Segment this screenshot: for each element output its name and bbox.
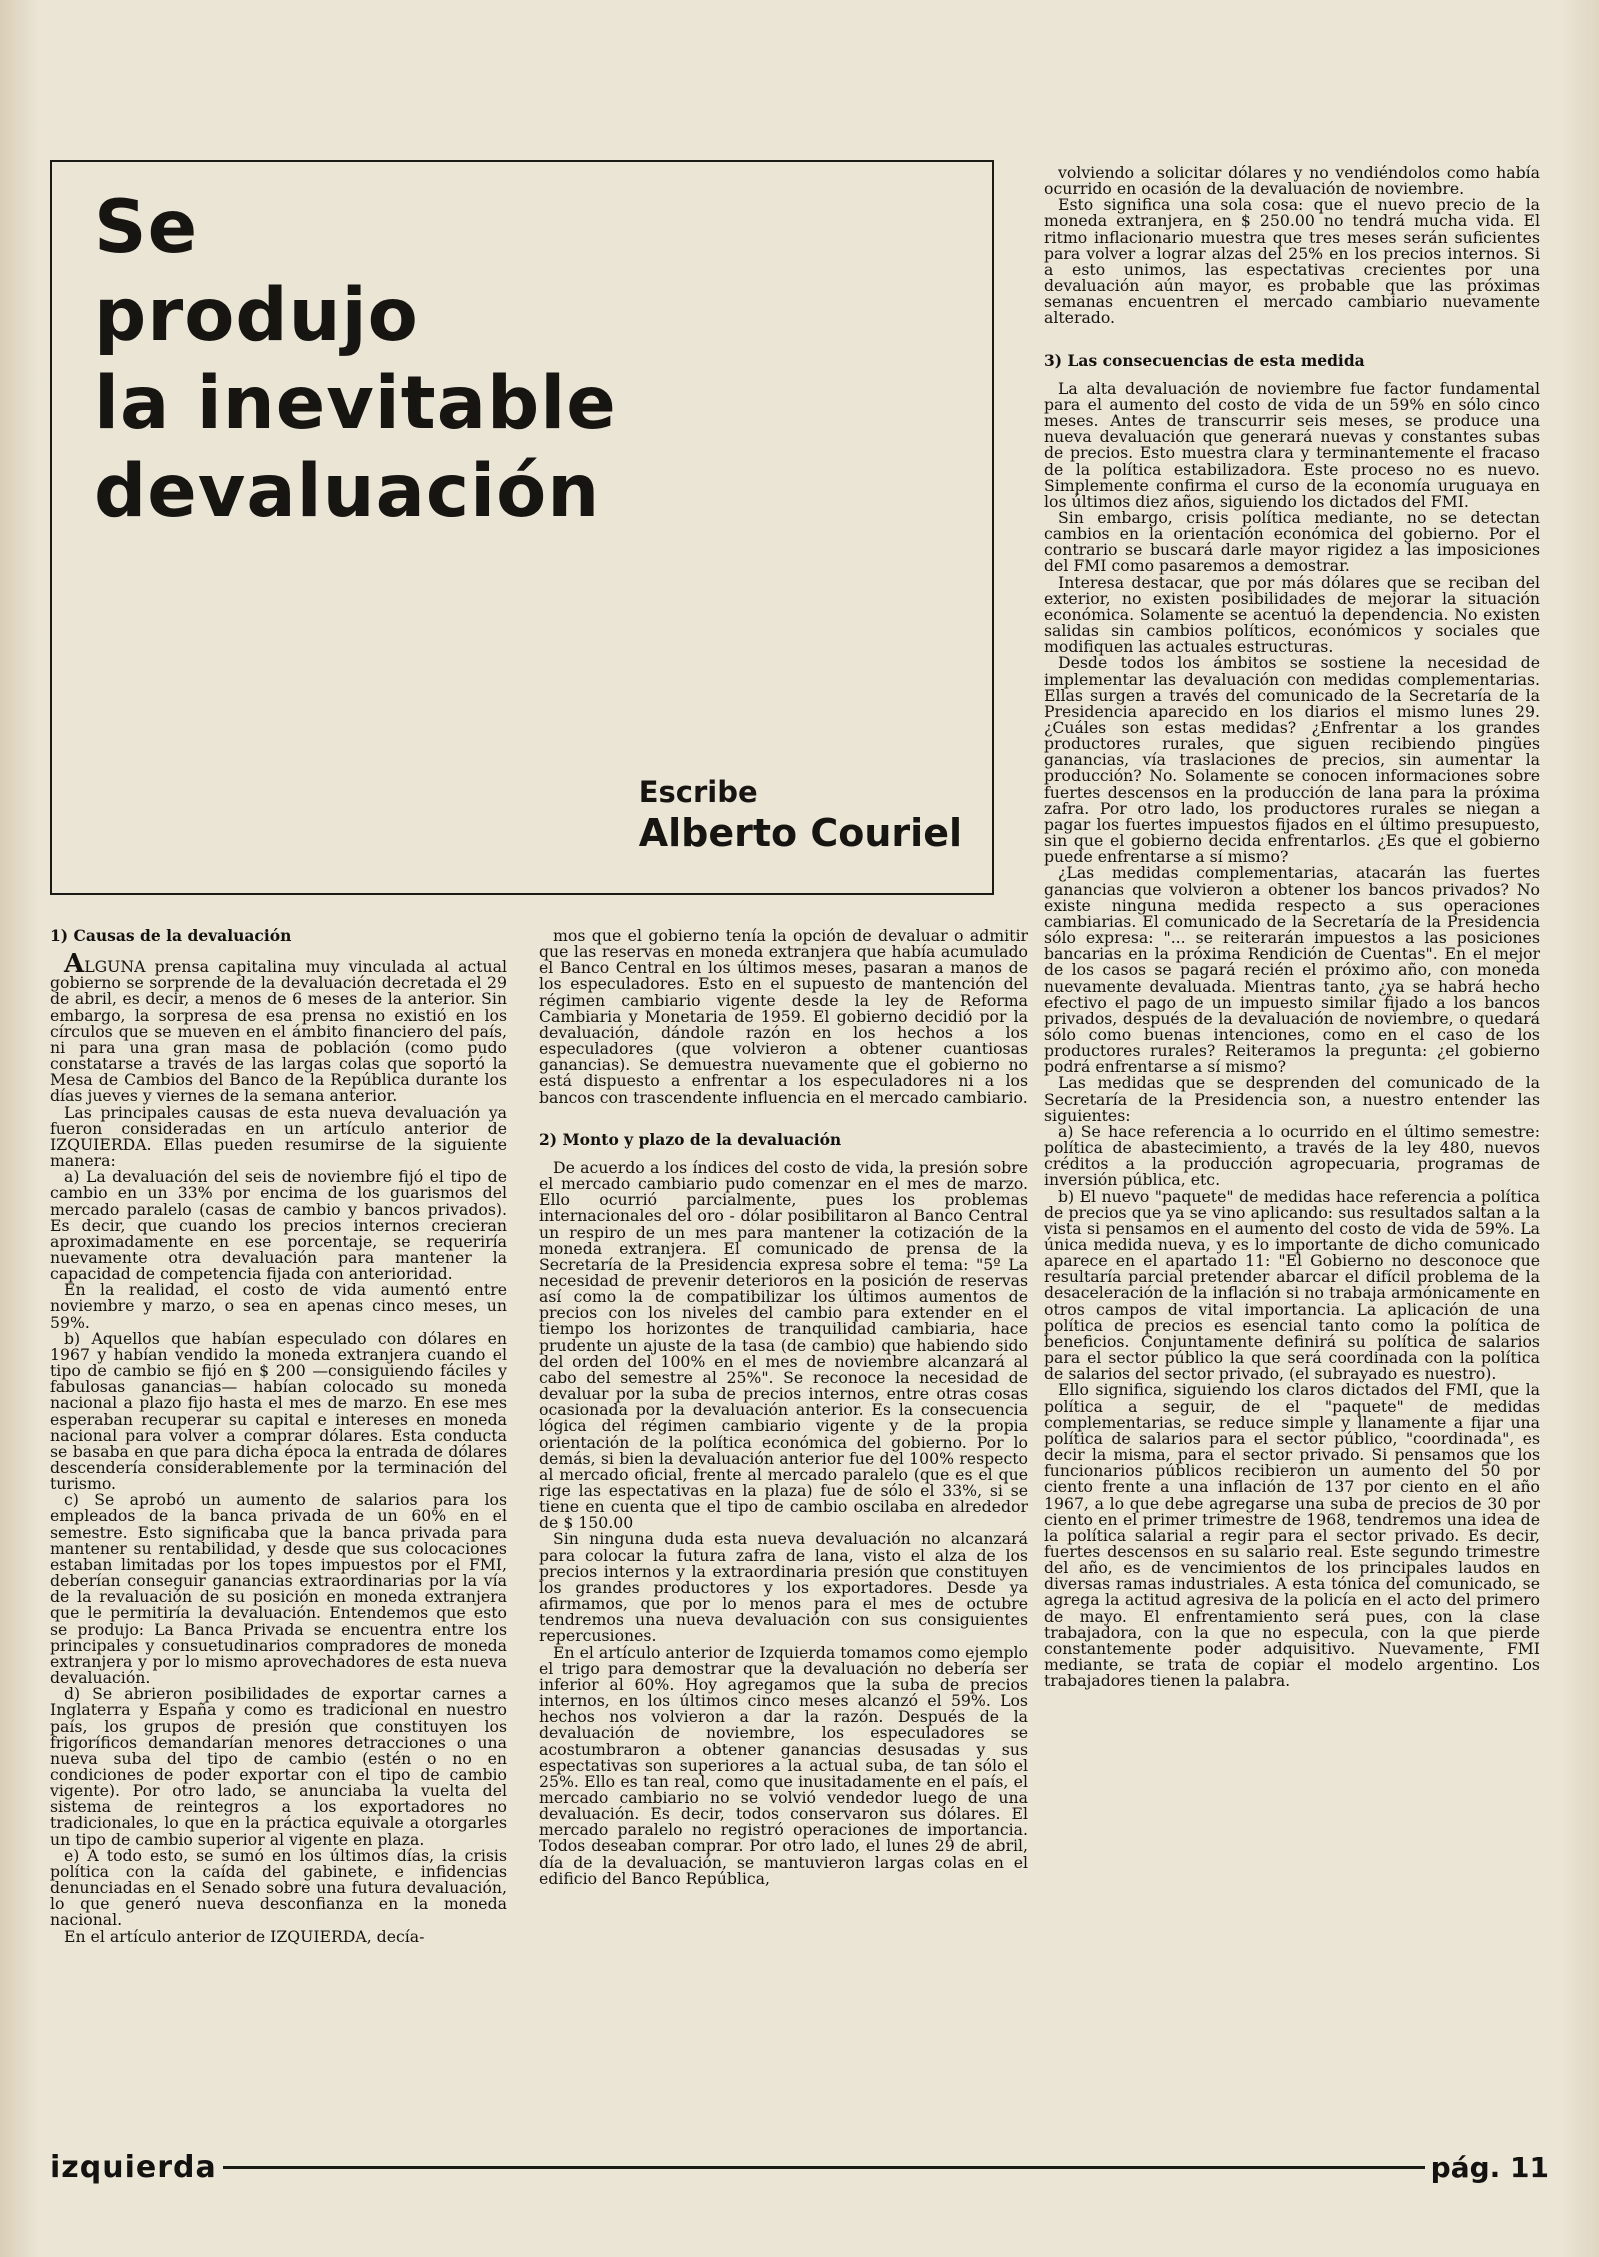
paragraph: En el artículo anterior de Izquierda tomamos como ejemplo el trigo para demostrar que la devaluación no debería ser inferior al 60%. Hoy agregamos que la suba de precios internos, en los últimos cinco meses alcanzó el 59%. Los hechos nos volvieron a dar la razón. Después de la devaluación de noviembre, los especuladores se acostumbraron a obtener ganancias desusadas y sus espectativas son superiores a la actual suba, de tan sólo el 25%. Ello es tan real, como que inusitadamente en el país, el mercado cambiario no se volvió vendedor luego de una devaluación. Es decir, todos conservaron sus dólares. El mercado paralelo no registró operaciones de importancia. Todos deseaban comprar. Por otro lado, el lunes 29 de abril, día de la devaluación, se mantuvieron largas colas en el edificio del Banco República,: [539, 1642, 1028, 1888]
right-column: [1044, 165, 1540, 1689]
footer-rule: [223, 2166, 1425, 2169]
paragraph: Ello significa, siguiendo los claros dictados del FMI, que la política a seguir, de el "paquete" de medidas complementarias, se reduce simple y llanamente a fijar una política de salarios para el sector público, "coordinada", es decir la misma, para el sector privado. Si pensamos que los funcionarios públicos recibieron un aumento del 50 por ciento frente a una inflación de 137 por ciento en el año 1967, a lo que debe agregarse una suba de precios de 30 por ciento en el primer trimestre de 1968, tendremos una idea de la política salarial a regir para el sector privado. Es decir, fuertes descensos en su salario real. Este segundo trimestre del año, es de vencimientos de los principales laudos en diversas ramas industriales. A esta tónica del comunicado, se agrega la actitud agresiva de la policía en el acto del primero de mayo. El enfrentamiento será pues, con la clase trabajadora, con la que no especula, con la que pierde constantemente poder adquisitivo. Nuevamente, FMI mediante, se trata de copiar el modelo argentino. Los trabajadores tienen la palabra.: [1044, 1380, 1540, 1691]
section-heading: 2) Monto y plazo de la devaluación: [539, 1129, 842, 1149]
headline-line: Se: [94, 185, 199, 270]
paragraph: En el artículo anterior de IZQUIERDA, decía-: [64, 1926, 425, 1946]
headline-line: produjo: [94, 273, 419, 358]
middle-column: [539, 928, 1028, 1887]
paragraph: ¿Las medidas complementarias, atacarán las fuertes ganancias que volvieron a obtener los bancos privados? No existe ninguna medida respecto a sus operaciones cambiarias. El comunicado de la Secretaría de la Presidencia sólo expresa: "... se reiterarán impuestos a las posiciones bancarias en la próxima Rendición de Cuentas". En el mejor de los casos se pagará recién el próximo año, con moneda nuevamente devaluada. Mientras tanto, ¿ya se habrá hecho efectivo el pago de un impuesto similar fijado a los bancos privados, después de la devaluación de noviembre, o quedará sólo como buenas intenciones, como en el caso de los productores rurales? Reiteramos la pregunta: ¿el gobierno podrá enfrentarse a sí mismo?: [1044, 863, 1540, 1077]
paragraph: a) La devaluación del seis de noviembre fijó el tipo de cambio en un 33% por encima de los guarismos del mercado paralelo (casas de cambio y bancos privados). Es decir, que cuando los precios internos crecieran aproximadamente en ese porcentaje, se requeriría nuevamente otra devaluación para mantener la capacidad de competencia fijada con anterioridad.: [50, 1167, 507, 1284]
paragraph: En la realidad, el costo de vida aumentó entre noviembre y marzo, o sea en apenas cinco meses, un 59%.: [50, 1280, 507, 1332]
headline-line: devaluación: [94, 449, 601, 534]
paragraph: b) El nuevo "paquete" de medidas hace referencia a política de precios que ya se vino aplicando: sus resultados saltan a la vista si pensamos en el aumento del costo de vida de 59%. La única medida nueva, y es lo importante de dicho comunicado aparece en el apartado 11: "El Gobierno no desconoce que resultaría parcial pretender abarcar el difícil problema de la desaceleración de la inflación si no trabaja armónicamente en otros campos de vital importancia. La aplicación de una política de precios es esencial tanto como la política de beneficios. Conjuntamente definirá su política de salarios para el sector público la que será coordinada con la política de salarios del sector privado, (el subrayado es nuestro).: [1044, 1186, 1540, 1384]
paragraph: Desde todos los ámbitos se sostiene la necesidad de implementar las devaluación con medidas complementarias. Ellas surgen a través del comunicado de la Secretaría de la Presidencia aparecido en los diarios el mismo lunes 29. ¿Cuáles son estas medidas? ¿Enfrentar a los grandes productores rurales, que siguen recibiendo pingües ganancias, vía traslaciones de precios, sin aumentar la producción? No. Solamente se conocen informaciones sobre fuertes descensos en la producción de lana para la próxima zafra. Por otro lado, los productores rurales se niegan a pagar los fuertes impuestos fijados en el último presupuesto, sin que el gobierno decida enfrentarlos. ¿Es que el gobierno puede enfrentarse a sí mismo?: [1044, 653, 1540, 867]
paragraph: Sin embargo, crisis política mediante, no se detectan cambios en la orientación económica del gobierno. Por el contrario se buscará darle mayor rigidez a las imposiciones del FMI como pasaremos a demostrar.: [1044, 507, 1540, 576]
paragraph: volviendo a solicitar dólares y no vendiéndolos como había ocurrido en ocasión de la devaluación de noviembre.: [1044, 163, 1540, 199]
paragraph: La alta devaluación de noviembre fue factor fundamental para el aumento del costo de vida de un 59% en sólo cinco meses. Antes de transcurrir seis meses, se produce una nueva devaluación que generará nuevas y constantes subas de precios. Esto muestra clara y terminantemente el fracaso de la política estabilizadora. Este proceso no es nuevo. Simplemente confirma el curso de la economía uruguaya en los últimos diez años, siguiendo los dictados del FMI.: [1044, 378, 1540, 511]
paragraph: Las medidas que se desprenden del comunicado de la Secretaría de la Presidencia son, a nuestro entender las siguientes:: [1044, 1073, 1540, 1125]
paragraph: Las principales causas de esta nueva devaluación ya fueron consideradas en un artículo anterior de IZQUIERDA. Ellas pueden resumirse de la siguiente manera:: [50, 1102, 507, 1171]
byline-author: Alberto Couriel: [638, 811, 962, 855]
page-number: pág. 11: [1430, 2150, 1549, 2184]
page-footer: [50, 2147, 1549, 2187]
paragraph: b) Aquellos que habían especulado con dólares en 1967 y habían vendido la moneda extranjera cuando el tipo de cambio se fijó en $ 200 —consiguiendo fáciles y fabulosas ganancias— habían colocado su moneda nacional a plazo fijo hasta el mes de marzo. En ese mes esperaban recuperar su capital e intereses en moneda nacional para volver a comprar dólares. Esta conducta se basaba en que para dicha época la entrada de dólares descendería considerablemente por la terminación del turismo.: [50, 1328, 507, 1494]
paragraph: d) Se abrieron posibilidades de exportar carnes a Inglaterra y España y como es tradicional en nuestro país, los grupos de presión que constituyen los frigoríficos demandarían menores detracciones o una nueva suba del tipo de cambio (estén o no en condiciones de poder exportar con el tipo de cambio vigente). Por otro lado, se anunciaba la vuelta del sistema de reintegros a los exportadores no tradicionales, lo que en la práctica equivale a otorgarles un tipo de cambio superior al vigente en plaza.: [50, 1684, 507, 1849]
paragraph: Sin ninguna duda esta nueva devaluación no alcanzará para colocar la futura zafra de lana, visto el alza de los precios internos y la extraordinaria presión que constituyen los grandes productores y los exportadores. Desde ya afirmamos, que por lo menos para el mes de octubre tendremos una nueva devaluación con sus consiguientes repercusiones.: [539, 1529, 1028, 1646]
paragraph: a) Se hace referencia a lo ocurrido en el último semestre: política de abastecimiento, a través de la ley 480, nuevos créditos a la producción agropecuaria, programas de inversión pública, etc.: [1044, 1121, 1540, 1190]
headline-line: la inevitable: [94, 361, 617, 446]
headline: [94, 184, 617, 536]
paragraph: c) Se aprobó un aumento de salarios para los empleados de la banca privada de un 60% en el semestre. Esto significaba que la banca privada para mantener su rentabilidad, y desde que sus colocaciones estaban limitadas por los topes impuestos por el FMI, deberían conseguir ganancias extraordinarias por la vía de la revaluación de su posición en moneda extranjera que le permitiría la devaluación. Entendemos que esto se produjo: La Banca Privada se encuentra entre los principales y consuetudinarios compradores de moneda extranjera y por lo mismo aprovechadores de esta nueva devaluación.: [50, 1490, 507, 1688]
section-heading-1: 1) Causas de la devaluación: [50, 926, 292, 945]
title-box: [50, 160, 994, 895]
paragraph: Esto significa una sola cosa: que el nuevo precio de la moneda extranjera, en $ 250.00 no tendrá mucha vida. El ritmo inflacionario muestra que tres meses serán suficientes para volver a lograr alzas del 25% en los precios internos. Si a esto unimos, las espectativas crecientes por una devaluación aún mayor, es probable que las próximas semanas encuentren el mercado cambiario nuevamente alterado.: [1044, 195, 1540, 328]
byline-label: Escribe: [638, 775, 758, 809]
paragraph: e) A todo esto, se sumó en los últimos días, la crisis política con la caída del gabinete, e infidencias denunciadas en el Senado sobre una futura devaluación, lo que generó nueva desconfianza en la moneda nacional.: [50, 1845, 507, 1930]
byline: [639, 774, 962, 856]
paragraph: De acuerdo a los índices del costo de vida, la presión sobre el mercado cambiario pudo comenzar en el mes de marzo. Ello ocurrió parcialmente, pues los problemas internacionales del oro - dólar posibilitaron al Banco Central un respiro de un mes para mantener la cotización de la moneda extranjera. El comunicado de prensa de la Secretaría de la Presidencia expresa sobre el tema: "5º La necesidad de prevenir deterioros en la posición de reservas así como la de compatibilizar los últimos aumentos de precios con los niveles del cambio para extender en el tiempo los horizontes de tranquilidad cambiaria, hace prudente un ajuste de la tasa (de cambio) que habiendo sido del orden del 100% en el mes de noviembre alcanzará al cabo del semestre al 25%". Se reconoce la necesidad de devaluar por la suba de precios internos, entre otras cosas ocasionada por la devaluación anterior. Es la consecuencia lógica del régimen cambiario vigente y de la propia orientación de la política económica del gobierno. Por lo demás, si bien la devaluación anterior fue del 100% respecto al mercado oficial, frente al mercado paralelo (que es el que rige las espectativas en la plaza) fue de sólo el 33%, si se tiene en cuenta que el tipo de cambio oscilaba en alrededor de $ 150.00: [539, 1157, 1028, 1533]
paragraph: ALGUNA prensa capitalina muy vinculada al actual gobierno se sorprende de la devaluación decretada el 29 de abril, es decir, a menos de 6 meses de la anterior. Sin embargo, la sorpresa de esa prensa no existió en los círculos que se mueven en el ámbito financiero del país, ni para una gran masa de población (como pudo constatarse a través de las largas colas que soportó la Mesa de Cambios del Banco de la República durante los días jueves y viernes de la semana anterior.: [50, 949, 507, 1106]
paragraph: mos que el gobierno tenía la opción de devaluar o admitir que las reservas en moneda extranjera que había acumulado el Banco Central en los últimos meses, pasaran a manos de los especuladores. Esto en el supuesto de mantención del régimen cambiario vigente desde la ley de Reforma Cambiaria y Monetaria de 1959. El gobierno decidió por la devaluación, dándole razón en los hechos a los especuladores (que volvieron a obtener cuantiosas ganancias). Se demuestra nuevamente que el gobierno no está dispuesto a enfrentar a los especuladores ni a los bancos con trascendente influencia en el mercado cambiario.: [539, 926, 1028, 1107]
left-column: [50, 928, 507, 1945]
paragraph: Interesa destacar, que por más dólares que se reciban del exterior, no existen posibilidades de mejorar la situación económica. Solamente se acentuó la dependencia. No existen salidas sin cambios políticos, económicos y sociales que modifiquen las actuales estructuras.: [1044, 572, 1540, 657]
magazine-name: izquierda: [50, 2149, 217, 2185]
section-heading: 3) Las consecuencias de esta medida: [1044, 350, 1365, 370]
